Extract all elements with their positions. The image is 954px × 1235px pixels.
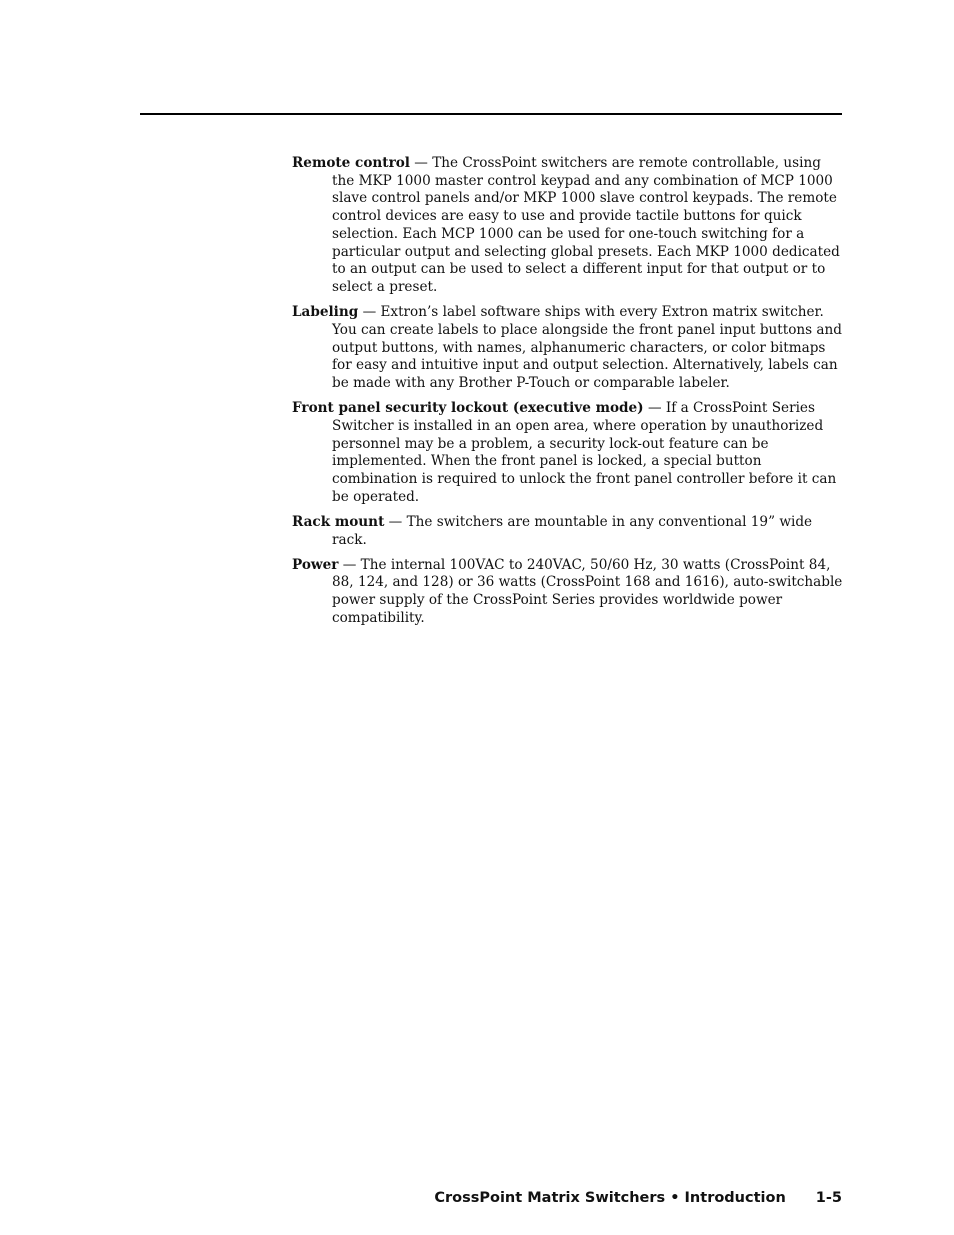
footer-title: CrossPoint Matrix Switchers • Introduction <box>434 1190 786 1206</box>
feature-description: — The internal 100VAC to 240VAC, 50/60 Hz, 30 watts (CrossPoint 84, 88, 124, and 128) or 36 watts (CrossPoint 168 and 1616), auto-switchable power supply of the CrossPoint Series provides worldwide power compatibility. <box>332 556 843 626</box>
feature-security-lockout <box>292 400 844 506</box>
feature-description: — If a CrossPoint Series Switcher is installed in an open area, where operation by unauthorized personnel may be a problem, a security lock-out feature can be implemented. When the front panel is locked, a special button combination is required to unlock the front panel controller before it can be operated. <box>332 400 837 505</box>
feature-description: — Extron’s label software ships with every Extron matrix switcher. You can create labels to place alongside the front panel input buttons and output buttons, with names, alphanumeric characters, or color bitmaps for easy and intuitive input and output selection. Alternatively, labels can be made with any Brother P-Touch or comparable labeler. <box>332 304 842 391</box>
feature-term: Power <box>292 556 339 573</box>
feature-power <box>292 557 844 628</box>
feature-term: Front panel security lockout (executive mode) <box>292 400 644 417</box>
header-rule <box>140 113 842 115</box>
feature-description: — The CrossPoint switchers are remote controllable, using the MKP 1000 master control keypad and any combination of MCP 1000 slave control panels and/or MKP 1000 slave control keypads. The remote control devices are easy to use and provide tactile buttons for quick selection. Each MCP 1000 can be used for one-touch switching for a particular output and selecting global presets. Each MKP 1000 dedicated to an output can be used to select a different input for that output or to select a preset. <box>332 155 840 295</box>
feature-description: — The switchers are mountable in any conventional 19” wide rack. <box>332 513 813 548</box>
feature-labeling <box>292 304 844 393</box>
feature-term: Remote control <box>292 155 410 171</box>
feature-term: Labeling <box>292 304 359 321</box>
feature-term: Rack mount <box>292 513 385 530</box>
feature-list <box>292 155 844 635</box>
feature-rack-mount <box>292 514 844 549</box>
page-footer <box>434 1190 842 1206</box>
feature-remote-control <box>292 155 844 297</box>
page-number: 1-5 <box>815 1190 842 1206</box>
